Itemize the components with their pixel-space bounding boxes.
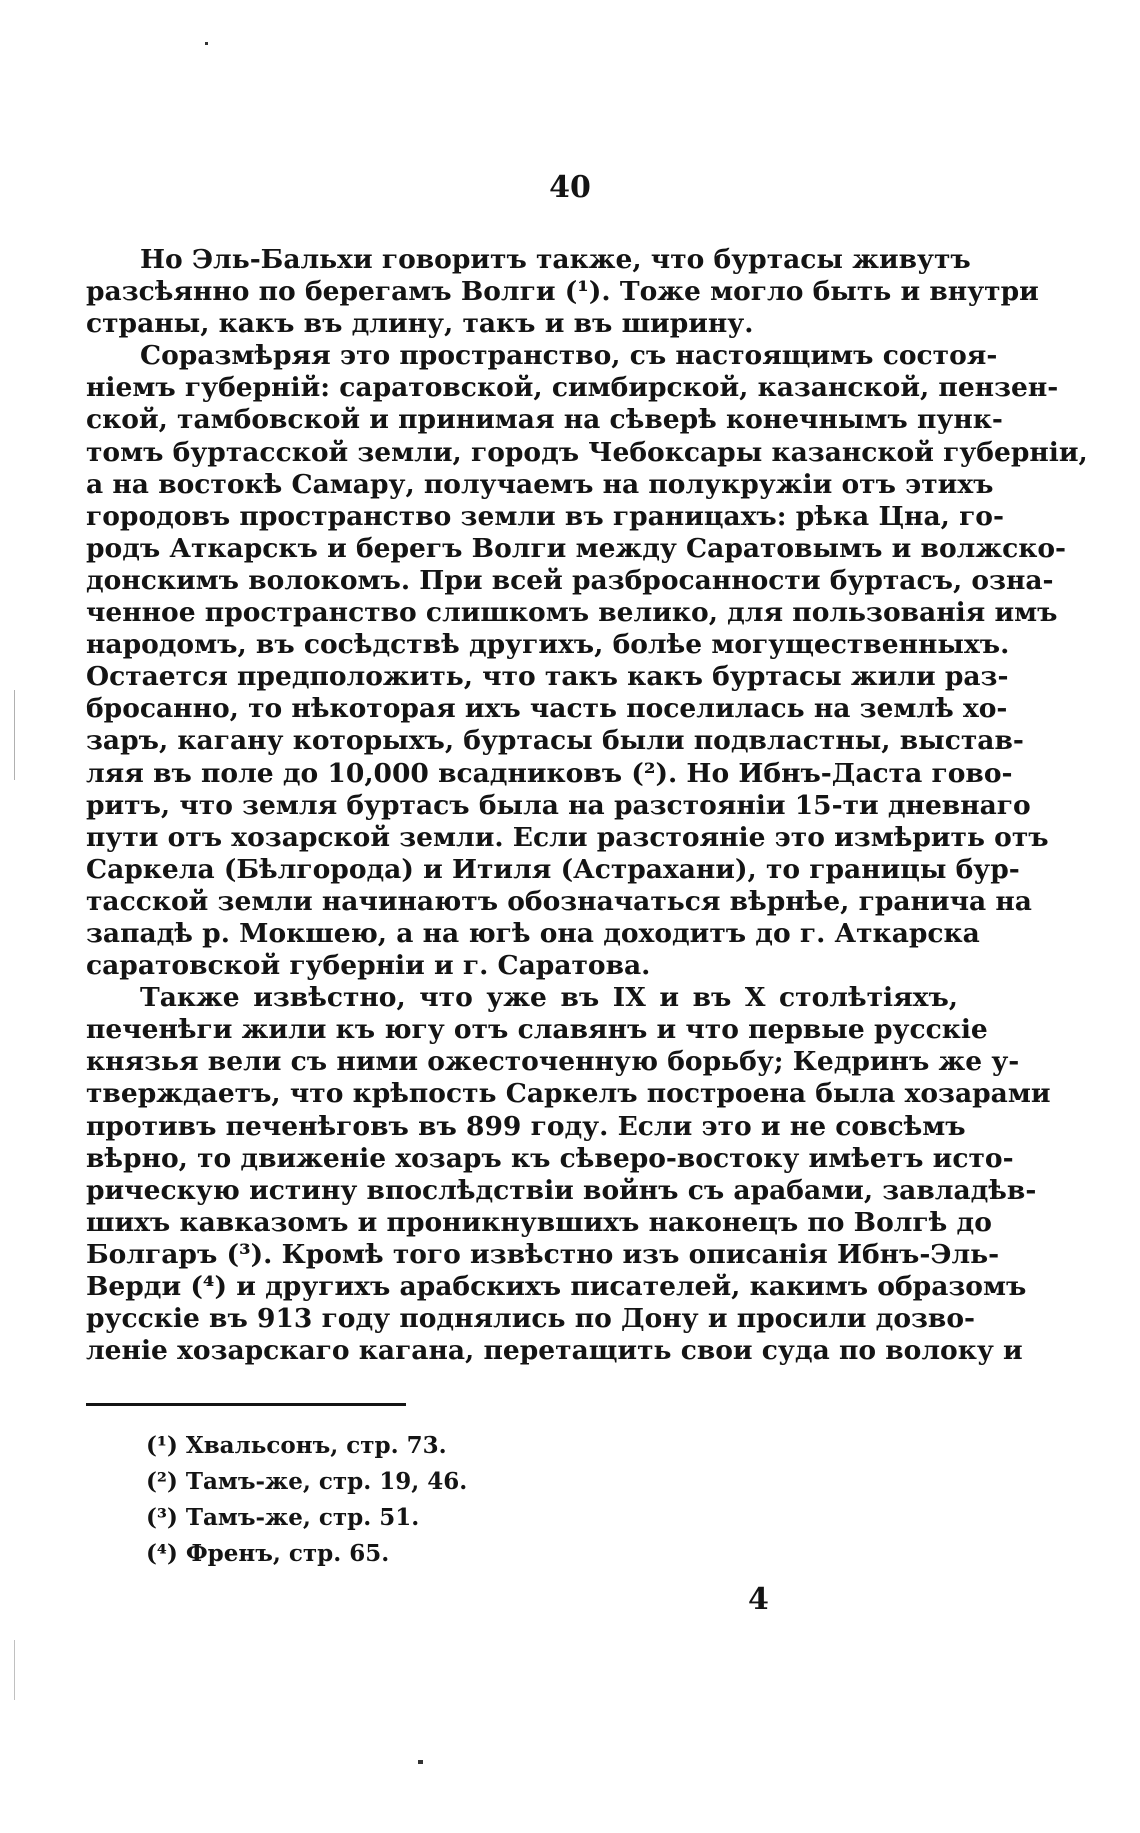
text-line: ніемъ губерній: саратовской, симбирской, казанской, пензен-	[86, 372, 1059, 404]
text-line: Верди (⁴) и другихъ арабскихъ писателей, какимъ образомъ	[86, 1271, 1027, 1302]
margin-edge-line	[14, 690, 15, 780]
text-line: Остается предположить, что такъ какъ буртасы жили раз-	[86, 661, 1009, 693]
footnote-separator	[86, 1403, 406, 1406]
text-line: ченное пространство слишкомъ велико, для пользованія имъ	[86, 597, 1058, 629]
text-line: русскіе въ 913 году поднялись по Дону и просили дозво-	[86, 1303, 976, 1335]
text-line: томъ буртасской земли, городъ Чебоксары казанской губерніи,	[86, 436, 1088, 468]
text-line: донскимъ волокомъ. При всей разбросанности буртасъ, озна-	[86, 564, 1054, 596]
text-line: страны, какъ въ длину, такъ и въ ширину.	[86, 308, 754, 340]
text-line: саратовской губерніи и г. Саратова.	[86, 950, 651, 982]
margin-speck	[205, 42, 208, 45]
footnote: (²) Тамъ-же, стр. 19, 46.	[146, 1468, 468, 1495]
text-line: заръ, кагану которыхъ, буртасы были подвластны, выстав-	[86, 725, 1024, 757]
text-line: тасской земли начинаютъ обозначаться вѣрнѣе, гранича на	[86, 885, 1032, 917]
text-line: а на востокѣ Самару, получаемъ на полукружіи отъ этихъ	[86, 468, 994, 500]
footnotes	[146, 1428, 746, 1572]
text-line: бросанно, то нѣкоторая ихъ часть поселилась на землѣ хо-	[86, 693, 1008, 725]
text-line: ляя въ поле до 10,000 всадниковъ (²). Но Ибнъ-Даста гово-	[86, 757, 1013, 789]
text-line: Соразмѣряя это пространство, съ настоящимъ состоя-	[140, 340, 998, 372]
text-line: вѣрно, то движеніе хозаръ къ сѣверо-востоку имѣетъ исто-	[86, 1142, 1014, 1174]
signature-mark: 4	[748, 1582, 769, 1617]
footnote: (³) Тамъ-же, стр. 51.	[146, 1504, 420, 1531]
text-line: народомъ, въ сосѣдствѣ другихъ, болѣе могущественныхъ.	[86, 629, 1010, 661]
text-line: противъ печенѣговъ въ 899 году. Если это и не совсѣмъ	[86, 1110, 966, 1142]
footnote: (¹) Хвальсонъ, стр. 73.	[146, 1432, 447, 1459]
text-line: Но Эль-Бальхи говоритъ также, что буртасы живутъ	[140, 244, 971, 275]
body-text	[86, 244, 1088, 1367]
text-line: леніе хозарскаго кагана, перетащить свои суда по волоку и	[86, 1335, 1023, 1367]
text-line: печенѣги жили къ югу отъ славянъ и что первые русскіе	[86, 1014, 988, 1046]
text-line: пути отъ хозарской земли. Если разстояніе это измѣрить отъ	[86, 821, 1049, 853]
text-line: ритъ, что земля буртасъ была на разстояніи 15-ти дневнаго	[86, 789, 1031, 821]
margin-edge-line	[14, 1640, 15, 1700]
margin-speck	[418, 1760, 423, 1764]
text-line: Также извѣстно, что уже въ IX и въ X столѣтіяхъ,	[140, 982, 958, 1014]
text-line: ской, тамбовской и принимая на сѣверѣ конечнымъ пунк-	[86, 404, 1003, 436]
text-line: западѣ р. Мокшею, а на югѣ она доходитъ до г. Аткарска	[86, 917, 980, 949]
footnote: (⁴) Френъ, стр. 65.	[146, 1540, 390, 1567]
text-line: шихъ кавказомъ и проникнувшихъ наконецъ по Волгѣ до	[86, 1206, 992, 1238]
page-number: 40	[549, 170, 591, 205]
text-line: князья вели съ ними ожесточенную борьбу; Кедринъ же у-	[86, 1046, 1020, 1078]
text-line: родъ Аткарскъ и берегъ Волги между Саратовымъ и волжско-	[86, 532, 1067, 564]
text-line: рическую истину впослѣдствіи войнъ съ арабами, завладѣв-	[86, 1174, 1037, 1206]
text-line: Саркела (Бѣлгорода) и Итиля (Астрахани), то границы бур-	[86, 853, 1020, 885]
text-line: тверждаетъ, что крѣпость Саркелъ построена была хозарами	[86, 1078, 1051, 1110]
text-line: Болгаръ (³). Кромѣ того извѣстно изъ описанія Ибнъ-Эль-	[86, 1238, 1000, 1270]
text-line: городовъ пространство земли въ границахъ: рѣка Цна, го-	[86, 500, 1004, 532]
text-line: разсѣянно по берегамъ Волги (¹). Тоже могло быть и внутри	[86, 276, 1039, 308]
